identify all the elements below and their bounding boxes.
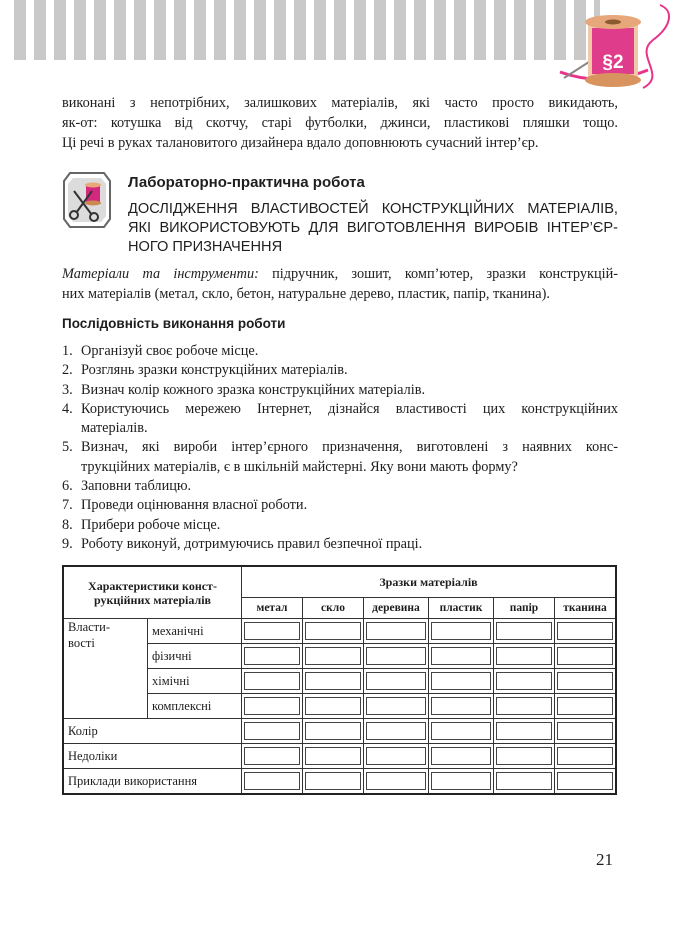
step-number: 5. [62, 439, 73, 456]
table-cell[interactable] [429, 769, 494, 795]
table-cell[interactable] [429, 719, 494, 744]
scissors-thread-icon [62, 171, 112, 229]
step-item [62, 361, 618, 380]
table-row [63, 744, 616, 769]
intro-line: Ці речі в руках талановитого дизайнера вдало доповнюють сучасний інтер’єр. [62, 135, 539, 151]
step-number: 3. [62, 381, 73, 398]
table-row [63, 619, 616, 644]
table-cell[interactable] [555, 744, 617, 769]
column-header: тканина [555, 598, 617, 619]
step-text: Проведи оцінювання власної роботи. [81, 497, 308, 514]
table-cell[interactable] [364, 769, 429, 795]
table-cell[interactable] [555, 669, 617, 694]
table-cell[interactable] [303, 669, 364, 694]
step-number: 6. [62, 478, 73, 495]
row-label: Колір [63, 719, 242, 744]
table-cell[interactable] [242, 744, 303, 769]
table-cell[interactable] [303, 619, 364, 644]
table-cell[interactable] [303, 744, 364, 769]
table-header-row [63, 566, 616, 598]
step-item [62, 535, 618, 554]
step-text: Користуючись мережею Інтернет, дізнайся властивості цих конструкційних [81, 400, 618, 417]
table-cell[interactable] [494, 744, 555, 769]
step-item [62, 496, 618, 515]
table-cell[interactable] [429, 644, 494, 669]
table-cell[interactable] [429, 619, 494, 644]
step-text: Прибери робоче місце. [81, 516, 221, 533]
materials-label: Матеріали та інструменти: [62, 266, 259, 282]
table-cell[interactable] [364, 619, 429, 644]
row-label: хімічні [148, 669, 242, 694]
step-number: 8. [62, 516, 73, 533]
table-cell[interactable] [555, 769, 617, 795]
table-cell[interactable] [364, 719, 429, 744]
table-row [63, 769, 616, 795]
lab-subtitle-line: ЯКІ ВИКОРИСТОВУЮТЬ ДЛЯ ВИГОТОВЛЕННЯ ВИРОБІВ ІНТЕР’ЄР- [128, 220, 618, 236]
table-cell[interactable] [303, 719, 364, 744]
table-cell[interactable] [429, 694, 494, 719]
lab-subtitle [128, 200, 618, 257]
materials-line: них матеріалів (метал, скло, бетон, натуральне дерево, пластик, папір, тканина). [62, 286, 550, 302]
intro-paragraph [62, 93, 618, 153]
step-item [62, 438, 618, 477]
table-cell[interactable] [555, 619, 617, 644]
lab-subtitle-line: ДОСЛІДЖЕННЯ ВЛАСТИВОСТЕЙ КОНСТРУКЦІЙНИХ МАТЕРІАЛІВ, [128, 201, 618, 217]
sequence-title: Послідовність виконання роботи [62, 316, 286, 331]
table-cell[interactable] [364, 694, 429, 719]
row-label: комплексні [148, 694, 242, 719]
table-cell[interactable] [364, 744, 429, 769]
intro-line: як-от: котушка від скотчу, старі футболки, джинси, пластикові пляшки тощо. [62, 115, 618, 131]
step-text: Визнач, які вироби інтер’єрного призначення, виготовлені з наявних конс- [81, 439, 618, 456]
step-number: 1. [62, 343, 73, 359]
step-item [62, 400, 618, 439]
materials-paragraph [62, 264, 618, 304]
materials-text: підручник, зошит, комп’ютер, зразки конструкцій- [272, 266, 618, 282]
table-samples-header: Зразки матеріалів [242, 566, 617, 598]
step-item [62, 516, 618, 535]
table-cell[interactable] [242, 644, 303, 669]
step-item [62, 342, 618, 361]
table-cell[interactable] [242, 619, 303, 644]
step-text: трукційних матеріалів, є в шкільній майстерні. Яку вони мають форму? [81, 458, 518, 475]
table-cell[interactable] [555, 694, 617, 719]
column-header: пластик [429, 598, 494, 619]
step-number: 2. [62, 362, 73, 379]
step-number: 7. [62, 497, 73, 514]
step-item [62, 477, 618, 496]
table-cell[interactable] [303, 694, 364, 719]
table-cell[interactable] [494, 769, 555, 795]
table-cell[interactable] [242, 719, 303, 744]
table-cell[interactable] [429, 669, 494, 694]
table-cell[interactable] [242, 769, 303, 795]
table-cell[interactable] [429, 744, 494, 769]
table-cell[interactable] [494, 719, 555, 744]
step-number: 4. [62, 400, 73, 417]
table-cell[interactable] [494, 694, 555, 719]
row-label: Приклади використання [63, 769, 242, 795]
steps-list [62, 342, 618, 554]
materials-line [62, 264, 618, 284]
table-cell[interactable] [494, 669, 555, 694]
table-cell[interactable] [555, 644, 617, 669]
step-text: Розглянь зразки конструкційних матеріалів. [81, 362, 348, 379]
table-cell[interactable] [494, 619, 555, 644]
lab-title: Лабораторно-практична робота [128, 174, 365, 191]
materials-table [62, 565, 617, 795]
step-text: Організуй своє робоче місце. [81, 343, 259, 359]
properties-label: Власти- вості [63, 619, 148, 719]
lab-subtitle-line: НОГО ПРИЗНАЧЕННЯ [128, 239, 283, 255]
step-text: Визнач колір кожного зразка конструкційних матеріалів. [81, 381, 426, 398]
column-header: метал [242, 598, 303, 619]
step-number: 9. [62, 535, 73, 552]
table-cell[interactable] [494, 644, 555, 669]
table-cell[interactable] [242, 669, 303, 694]
step-item [62, 381, 618, 400]
row-label: Недоліки [63, 744, 242, 769]
table-cell[interactable] [364, 644, 429, 669]
table-cell[interactable] [303, 644, 364, 669]
table-row [63, 719, 616, 744]
header-stripes [14, 0, 600, 60]
row-label: механічні [148, 619, 242, 644]
column-header: деревина [364, 598, 429, 619]
table-cell[interactable] [242, 694, 303, 719]
column-header: скло [303, 598, 364, 619]
row-label: фізичні [148, 644, 242, 669]
page-number: 21 [596, 850, 613, 869]
step-text: матеріалів. [81, 420, 148, 437]
step-text: Роботу виконуй, дотримуючись правил безпечної праці. [81, 535, 423, 552]
spool-logo [548, 0, 678, 92]
step-text: Заповни таблицю. [81, 478, 192, 495]
table-cell[interactable] [303, 769, 364, 795]
table-corner-header: Характеристики конст- рукційних матеріалів [63, 566, 242, 619]
intro-line: виконані з непотрібних, залишкових матеріалів, які часто просто викидають, [62, 95, 618, 111]
column-header: папір [494, 598, 555, 619]
table-cell[interactable] [555, 719, 617, 744]
table-cell[interactable] [364, 669, 429, 694]
section-badge: §2 [602, 52, 624, 73]
